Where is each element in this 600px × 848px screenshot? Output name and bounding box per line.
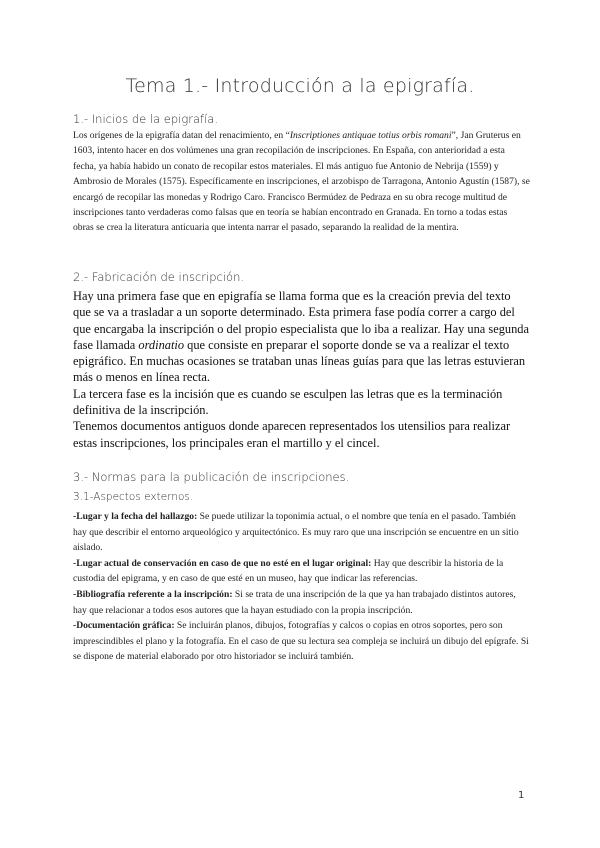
section-1-text-a: Los orígenes de la epigrafía datan del renacimiento, en “ <box>73 130 290 141</box>
item-text: Si se trata de una inscripción de la que ya han trabajado distintos autores, hay que relacionar a todos esos autores que la hayan estudiado con la propia inscripción. <box>73 588 516 616</box>
list-item <box>73 587 530 618</box>
section-2-paragraph-2: La tercera fase es la incisión que es cuando se esculpen las letras que es la terminación definitiva de la inscripción. <box>73 386 503 418</box>
section-1-heading: 1.- Inicios de la epigrafía. <box>73 112 218 126</box>
section-1-text-b: ”, Jan Gruterus en 1603, intento hacer en dos volúmenes una gran recopilación de inscripciones. En España, con anterioridad a esta fecha, ya había habido un conato de recopilar estos materiales. El más antiguo fue Antonio de Nebrija (1559) y Ambrosio de Morales (1575). Específicamente en inscripciones, el arzobispo de Tarragona, Antonio Agustín (1587), se encargó de recopilar las monedas y Rodrigo Caro. Francisco Bermúdez de Pedraza en su obra recoge multitud de inscripciones tanto verdaderas como falsas que en teoría se habían encontrado en Granada. En torno a todas estas obras se crea la literatura anticuaria que intenta narrar el pasado, separando la realidad de la mentira. <box>73 130 530 234</box>
section-2-text-a: Hay una primera fase que en epigrafía se llama forma que es la creación previa del texto que se va a trasladar a un soporte determinado. Esta primera fase podía correr a cargo del que encargaba la inscripción o del propio especialista que lo iba a realizar. Hay una segunda fase llamada <box>73 289 529 352</box>
section-2-term-ordinatio: ordinatio <box>138 337 185 352</box>
item-text: Se incluirán planos, dibujos, fotografías y calcos o copias en otros soportes, pero son imprescindibles el plano y la fotografía. En el caso de que su lectura sea compleja se incluirá un dibujo del epígrafe. Si se dispone de material elaborado por otro historiador se incluirá también. <box>73 620 529 663</box>
section-2-paragraph-3: Tenemos documentos antiguos donde aparecen representados los utensilios para realizar estas inscripciones, los principales eran el martillo y el cincel. <box>73 419 511 450</box>
section-3-1-subheading: 3.1-Aspectos externos. <box>73 491 194 503</box>
item-label: -Lugar y la fecha del hallazgo: <box>73 511 198 522</box>
item-text: Hay que describir la historia de la custodia del epigrama, y en caso de que esté en un museo, hay que indicar las referencias. <box>73 557 504 585</box>
item-label: -Documentación gráfica: <box>73 620 175 632</box>
list-item <box>73 556 530 587</box>
section-1-work-title: Inscriptiones antiquae totius orbis romani <box>289 130 452 141</box>
list-item <box>73 509 530 556</box>
item-text: Se puede utilizar la toponimia actual, o el nombre que tenía en el pasado. También hay que describir el entorno arqueológico y arquitectónico. Es muy raro que una inscripción se encuentre en un sitio aislado. <box>73 511 519 554</box>
list-item <box>73 618 530 665</box>
section-2-body <box>73 288 530 451</box>
page-title: Tema 1.- Introducción a la epigrafía. <box>125 75 475 97</box>
item-label: -Lugar actual de conservación en caso de que no esté en el lugar original: <box>73 557 372 569</box>
section-2-text-b: que consiste en preparar el soporte donde se va a realizar el texto epigráfico. En muchas ocasiones se trataban unas líneas guías para que las letras estuvieran más o menos en línea recta. <box>73 337 526 385</box>
section-3-items <box>73 509 530 665</box>
page-number: 1 <box>518 790 525 801</box>
section-2-paragraph-1 <box>73 288 530 386</box>
item-label: -Bibliografía referente a la inscripción: <box>73 588 233 600</box>
section-1-paragraph <box>73 128 530 236</box>
section-3-heading: 3.- Normas para la publicación de inscripciones. <box>73 470 350 484</box>
section-2-heading: 2.- Fabricación de inscripción. <box>73 270 245 284</box>
